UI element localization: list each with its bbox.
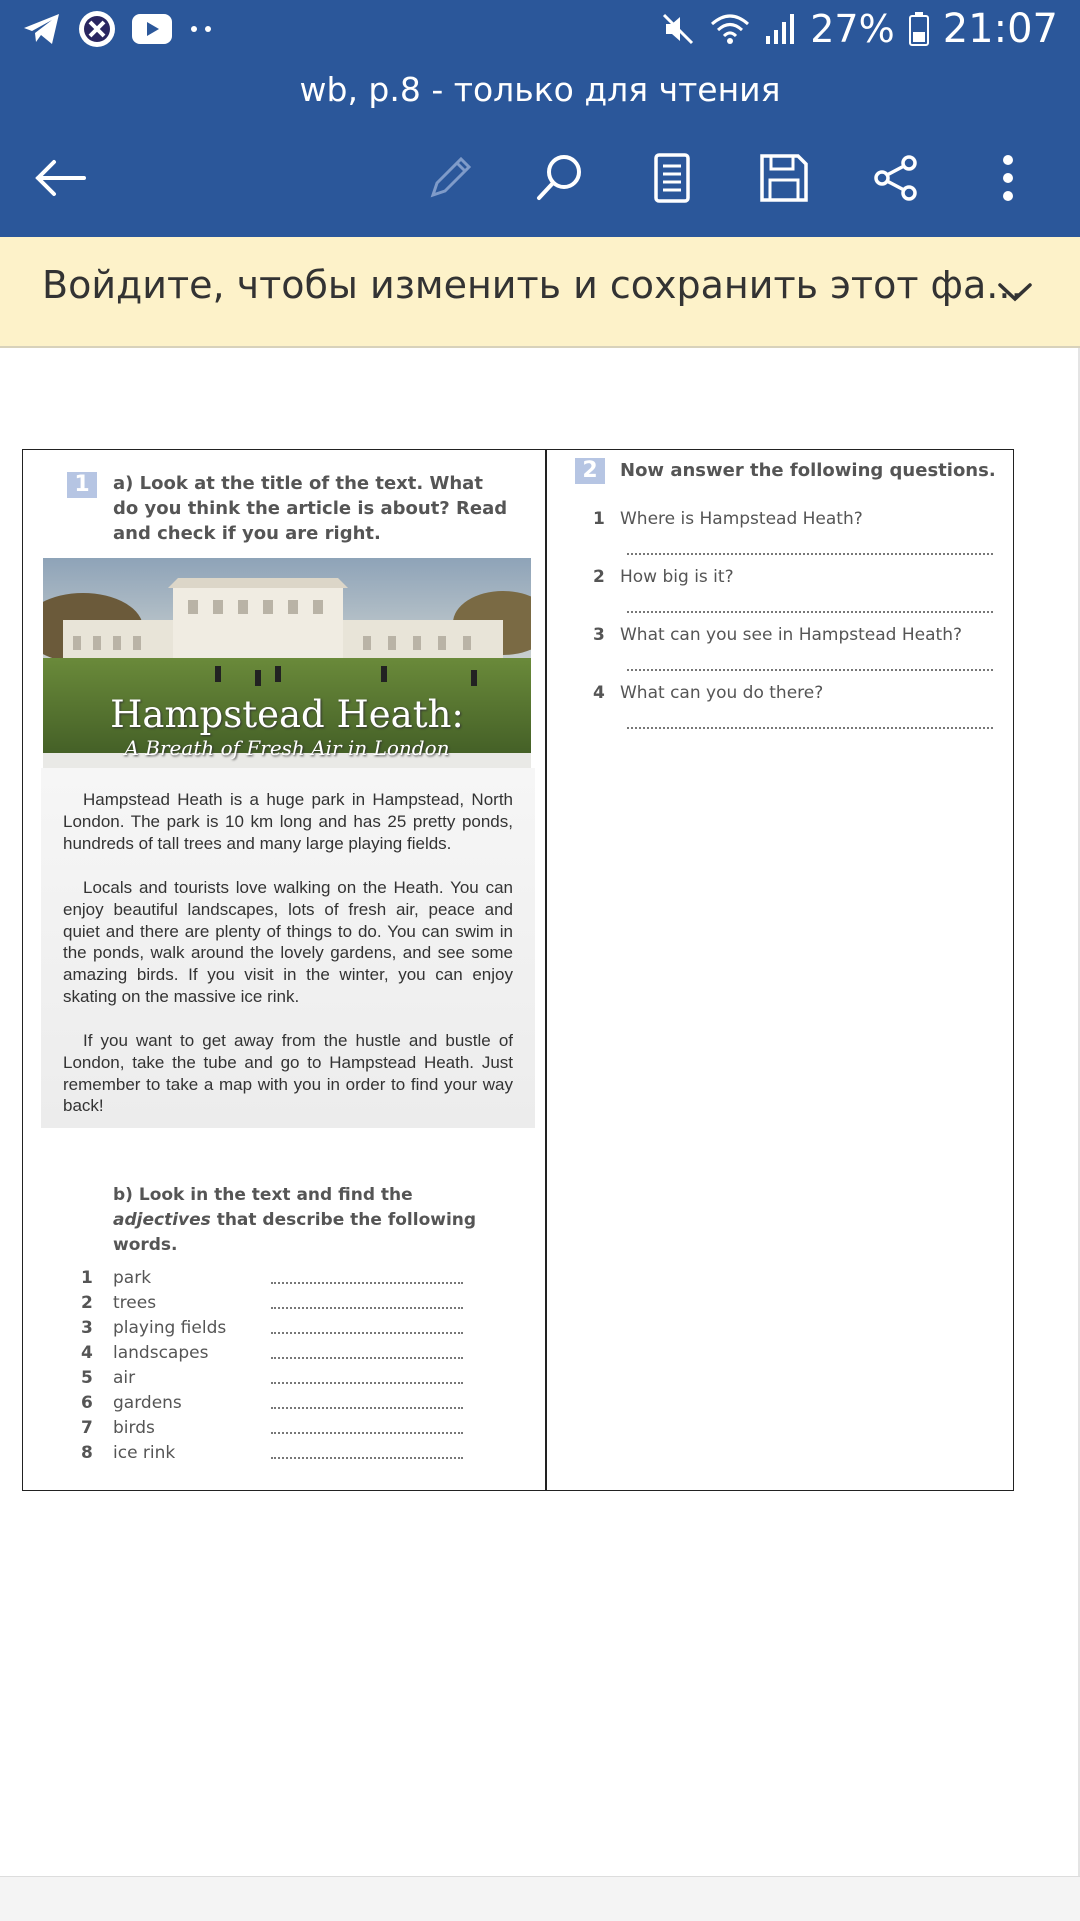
answer-blank[interactable]	[271, 1407, 463, 1409]
article-subtitle: A Breath of Fresh Air in London	[124, 736, 450, 760]
search-icon	[534, 152, 586, 204]
article-paragraph: If you want to get away from the hustle and bustle of London, take the tube and go to Hampstead Heath. Just remember to take a map with you in order to find your way back!	[63, 1031, 513, 1116]
word-number: 1	[81, 1268, 93, 1288]
document-page	[22, 449, 1014, 1491]
question-number: 1	[593, 509, 605, 529]
word: air	[113, 1368, 136, 1388]
edit-pencil-icon	[425, 153, 475, 203]
answer-blank[interactable]	[271, 1357, 463, 1359]
word-number: 5	[81, 1368, 93, 1388]
hampstead-photo	[43, 558, 531, 768]
answer-blank[interactable]	[627, 553, 993, 555]
task-1b-emphasis: adjectives	[113, 1210, 211, 1230]
status-right	[660, 6, 1058, 52]
word-list-item	[81, 1418, 501, 1443]
app-icon	[78, 10, 116, 48]
answer-blank[interactable]	[271, 1432, 463, 1434]
share-button[interactable]	[860, 142, 932, 214]
word: park	[113, 1268, 152, 1288]
answer-blank[interactable]	[271, 1457, 463, 1459]
share-icon	[871, 153, 921, 203]
question-text: How big is it?	[620, 567, 734, 587]
word-number: 2	[81, 1293, 93, 1313]
word-number: 3	[81, 1318, 93, 1338]
word-number: 4	[81, 1343, 93, 1363]
word-list-item	[81, 1443, 501, 1468]
word: gardens	[113, 1393, 182, 1413]
reading-view-button[interactable]	[636, 142, 708, 214]
question-number: 2	[593, 567, 605, 587]
answer-blank[interactable]	[627, 727, 993, 729]
question-text: Where is Hampstead Heath?	[620, 509, 863, 529]
back-arrow-icon	[32, 158, 88, 198]
answer-blank[interactable]	[271, 1282, 463, 1284]
sign-in-banner[interactable]	[0, 237, 1080, 348]
question-text: What can you see in Hampstead Heath?	[620, 625, 963, 645]
task-1b-text-end: that describe the following words.	[113, 1210, 477, 1255]
question-number: 3	[593, 625, 605, 645]
task-1b-instructions	[113, 1183, 513, 1258]
question-text: What can you do there?	[620, 683, 824, 703]
word: landscapes	[113, 1343, 209, 1363]
answer-blank[interactable]	[271, 1382, 463, 1384]
save-button[interactable]	[748, 142, 820, 214]
question-number: 4	[593, 683, 605, 703]
word: playing fields	[113, 1318, 227, 1338]
answer-blank[interactable]	[271, 1307, 463, 1309]
answer-blank[interactable]	[627, 611, 993, 613]
telegram-icon	[22, 11, 62, 47]
task-2-number: 2	[575, 458, 605, 484]
word-number: 6	[81, 1393, 93, 1413]
task-2-title: Now answer the following questions.	[620, 460, 996, 481]
app-toolbar	[0, 120, 1080, 237]
status-bar	[0, 0, 1080, 60]
word: ice rink	[113, 1443, 176, 1463]
task-1a-instructions: a) Look at the title of the text. What do you think the article is about? Read and check if you are right.	[113, 473, 508, 544]
status-left-icons	[22, 10, 216, 48]
article-paragraph: Locals and tourists love walking on the Heath. You can enjoy beautiful landscapes, lots of fresh air, peace and quiet and there are plenty of things to do. You can swim in the ponds, walk around the lovely gardens, and see some amazing birds. If you visit in the winter, you can enjoy skating on the massive ice rink.	[63, 878, 513, 1006]
chevron-down-icon[interactable]	[990, 267, 1040, 317]
more-dots-icon	[188, 24, 216, 34]
back-button[interactable]	[24, 142, 96, 214]
mute-icon	[660, 11, 696, 47]
document-title: wb, p.8 - только для чтения	[0, 60, 1080, 120]
word-list-item	[81, 1293, 501, 1318]
answer-blank[interactable]	[271, 1332, 463, 1334]
wifi-icon	[710, 12, 750, 46]
reading-view-icon	[652, 152, 692, 204]
word-number: 8	[81, 1443, 93, 1463]
article-paragraph: Hampstead Heath is a huge park in Hampstead, North London. The park is 10 km long and has 25 pretty ponds, hundreds of tall trees and many large playing fields.	[63, 790, 513, 853]
battery-icon	[909, 12, 929, 46]
bottom-bar	[0, 1876, 1080, 1921]
word-list-item	[81, 1368, 501, 1393]
task-1-number: 1	[67, 472, 97, 498]
task-1b-text-start: b) Look in the text and find the	[113, 1185, 413, 1205]
more-options-button[interactable]	[972, 142, 1044, 214]
word-list-item	[81, 1393, 501, 1418]
answer-blank[interactable]	[627, 669, 993, 671]
more-options-icon	[1000, 153, 1016, 203]
sign-in-banner-text: Войдите, чтобы изменить и сохранить этот фа...	[42, 263, 1023, 307]
signal-icon	[764, 12, 796, 46]
word-list-item	[81, 1268, 501, 1293]
save-icon	[758, 152, 810, 204]
column-divider	[545, 450, 547, 1490]
word: trees	[113, 1293, 157, 1313]
search-button[interactable]	[524, 142, 596, 214]
word-list-item	[81, 1318, 501, 1343]
word-number: 7	[81, 1418, 93, 1438]
battery-percent: 27%	[810, 7, 895, 51]
word-list-item	[81, 1343, 501, 1368]
edit-button[interactable]	[414, 142, 486, 214]
word: birds	[113, 1418, 155, 1438]
article-title: Hampstead Heath:	[110, 693, 464, 736]
clock: 21:07	[942, 6, 1058, 52]
document-viewer[interactable]	[0, 348, 1080, 1876]
youtube-icon	[132, 14, 172, 44]
